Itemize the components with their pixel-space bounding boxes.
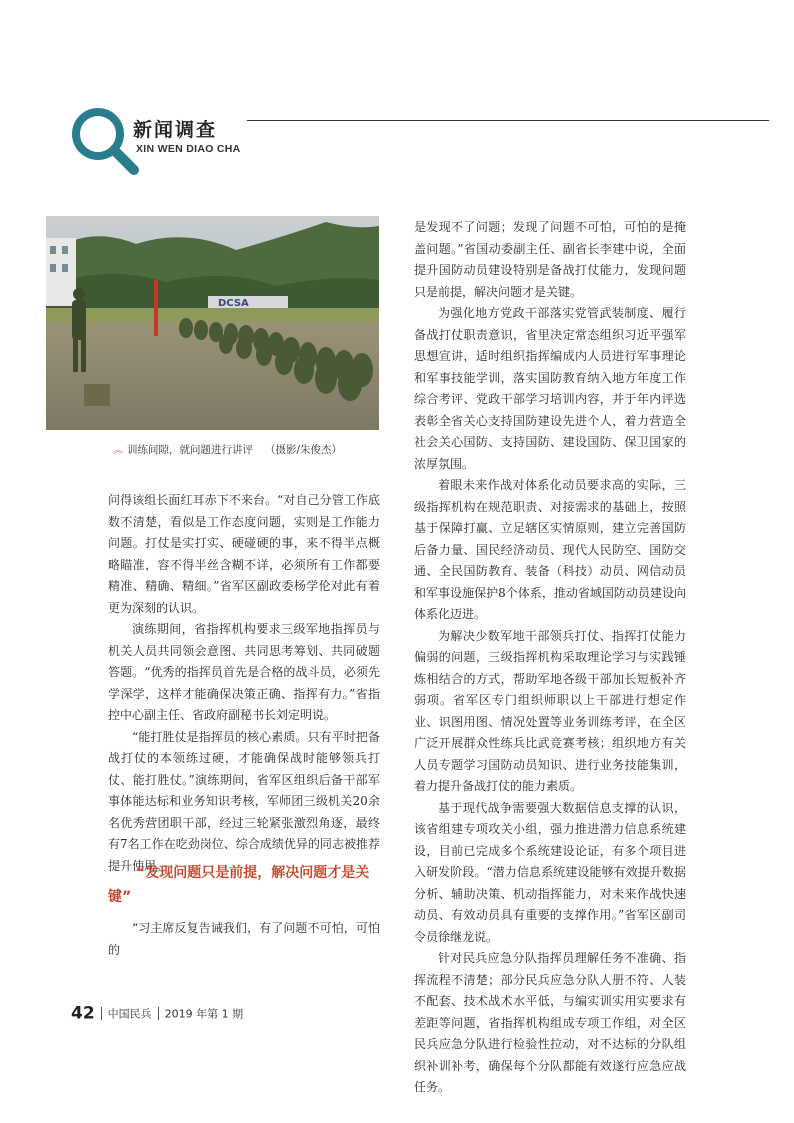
paragraph: 为强化地方党政干部落实党管武装制度、履行备战打仗职责意识，省里决定常态组织习近平强军思想宣讲，适时组织指挥编成内人员进行军事理论和军事技能学训，落实国防教育纳入地方年度工作综合考评、党政干部学习培训内容，并于年内评选表彰全省关心支持国防建设先进个人，着力营造全社会关心国防、支持国防、建设国防、保卫国家的浓厚氛围。 [414,306,686,471]
footer-divider [158,1007,159,1020]
paragraph: “习主席反复告诫我们，有了问题不可怕，可怕的 [108,921,380,957]
banner-text: DCSA [218,298,249,309]
footer-divider [101,1007,102,1020]
issue-label: 2019 年第 1 期 [164,1007,244,1021]
header-rule [247,120,769,121]
section-title: 新闻调查 [133,119,218,141]
page-footer [71,1003,243,1024]
right-column [414,217,686,1099]
chevron-up-double-icon: ︽ [113,445,123,456]
caption-text: 训练间隙，就问题进行讲评 [127,444,253,456]
paragraph: 为解决少数军地干部领兵打仗、指挥打仗能力偏弱的问题，三级指挥机构采取理论学习与实践锤炼相结合的方式，帮助军地各级干部加长短板补齐弱项。省军区专门组织师职以上干部进行想定作业、识图用图、情况处置等业务训练考评，在全区广泛开展群众性练兵比武竞赛考核；组织地方有关人员专题学习国防动员知识、进行业务技能集训，着力提升备战打仗的能力素质。 [414,628,686,793]
section-pinyin: XIN WEN DIAO CHA [136,143,241,155]
photo-caption [113,441,413,457]
page-number: 42 [71,1003,95,1024]
left-column [108,490,380,877]
paragraph: 演练期间，省指挥机构要求三级军地指挥员与机关人员共同领会意图、共同思考筹划、共同破题答题。“优秀的指挥员首先是合格的战斗员，必须先学深学，这样才能确保决策正确、指挥有力。”省指控中心副主任、省政府副秘书长刘定明说。 [108,622,380,722]
paragraph: 基于现代战争需要强大数据信息支撑的认识，该省组建专项攻关小组，强力推进潜力信息系统建设，目前已完成多个系统建设论证，有多个项目进入研发阶段。“潜力信息系统建设能够有效提升数据分析、辅助决策、机动指挥能力，对未来作战快速动员、有效动员具有重要的支撑作用。”省军区副司令员徐继龙说。 [414,800,686,944]
article-photo [46,216,379,430]
left-column-continued [108,918,380,961]
magazine-name: 中国民兵 [107,1007,152,1021]
paragraph: 问得该组长面红耳赤下不来台。“对自己分管工作底数不清楚，看似是工作态度问题，实则是工作能力问题。打仗是实打实、硬碰硬的事，来不得半点概略瞄准，容不得半丝含糊不详，必须所有工作都要精准、精确、精细。”省军区副政委杨学伦对此有着更为深刻的认识。 [108,493,380,615]
magnifier-icon [68,104,140,176]
paragraph: 是发现不了问题；发现了问题不可怕，可怕的是掩盖问题。”省国动委副主任、副省长李建中说，全面提升国防动员建设特别是备战打仗能力，发现问题只是前提，解决问题才是关键。 [414,220,686,299]
paragraph: 着眼未来作战对体系化动员要求高的实际，三级指挥机构在规范职责、对接需求的基础上，按照基于保障打赢、立足辖区实情原则，建立完善国防后备力量、国民经济动员、现代人民防空、国防交通、全民国防教育、装备（科技）动员、网信动员和军事设施保护8个体系，推动省域国防动员建设向体系化迈进。 [414,478,686,621]
paragraph: 针对民兵应急分队指挥员理解任务不准确、指挥流程不清楚；部分民兵应急分队人册不符、人装不配套、技术战术水平低，与编实训实用实要求有差距等问题，省指挥机构组成专项工作组，对全区民兵应急分队进行检验性拉动，对不达标的分队组织补训补考，确保每个分队都能有效遂行应急应战任务。 [414,951,686,1094]
photo-credit: （摄影/朱俊杰） [265,444,343,456]
section-subheading: “发现问题只是前提，解决问题才是关键” [108,865,370,905]
paragraph: “能打胜仗是指挥员的核心素质。只有平时把备战打仗的本领练过硬，才能确保战时能够领兵打仗、能打胜仗。”演练期间，省军区组织后备干部军事体能达标和业务知识考核，军师团三级机关20余名优秀营团职干部，经过三轮紧张激烈角逐，最终有7名工作在吃劲岗位、综合成绩优异的同志被推荐提升使用。 [108,729,380,873]
